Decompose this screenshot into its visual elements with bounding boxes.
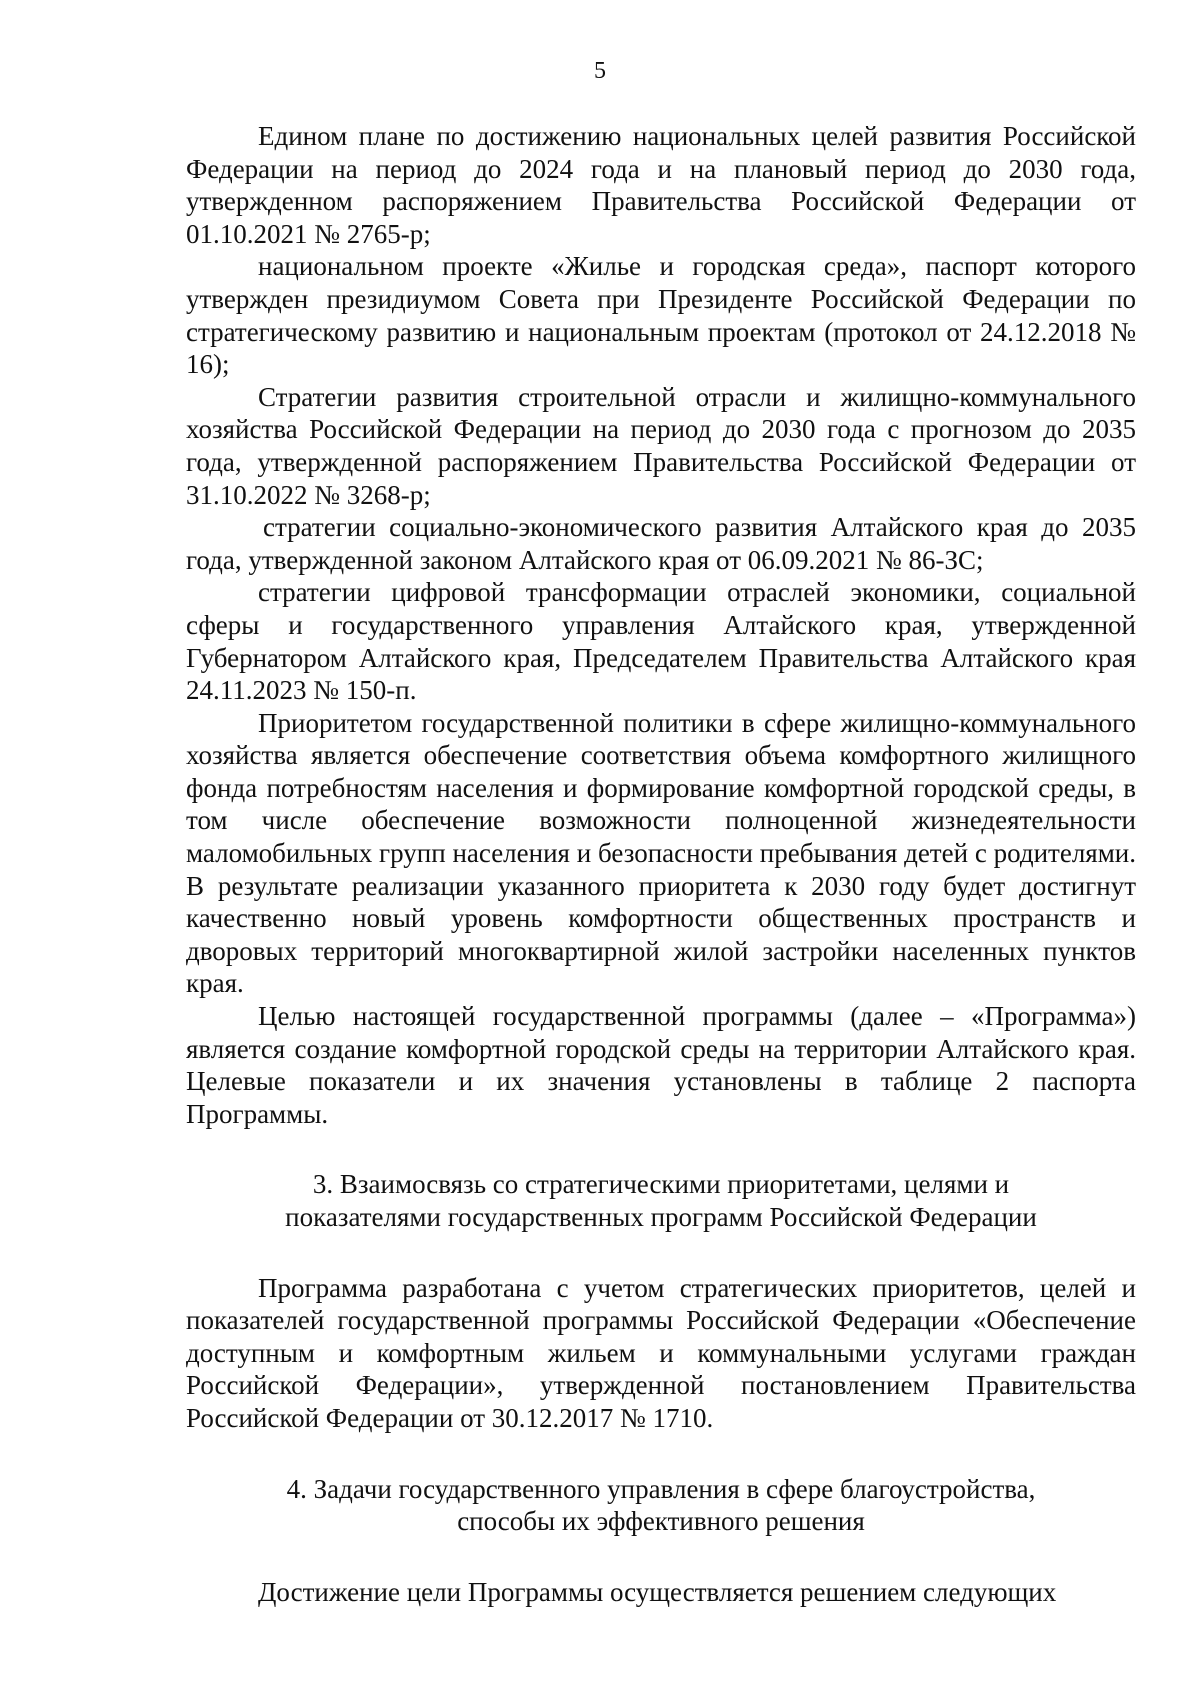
paragraph-digital-strategy: стратегии цифровой трансформации отраслей экономики, социальной сферы и государственного управления Алтайского края, утвержденной Губернатором Алтайского края, Председателем Правительства Алтайского края 24.11.2023 № 150-п. (186, 577, 1136, 706)
paragraph-socioeconomic-strategy: стратегии социально-экономического развития Алтайского края до 2035 года, утвержденной законом Алтайского края от 06.09.2021 № 86-ЗС; (186, 512, 1136, 575)
section-4-heading-line-2: способы их эффективного решения (457, 1506, 865, 1537)
section-3-heading-line-2: показателями государственных программ Российской Федерации (285, 1202, 1037, 1232)
section-4 (186, 1473, 1136, 1609)
section-4-heading-line-1: 4. Задачи государственного управления в сфере благоустройства, (286, 1473, 1036, 1504)
paragraph-program-goal: Целью настоящей государственной программы (далее – «Программа») является создание комфортной городской среды на территории Алтайского края. Целевые показатели и их значения установлены в таблице 2 паспорта Программы. (186, 1001, 1136, 1129)
document-body (186, 120, 1136, 1608)
paragraph-national-project: национальном проекте «Жилье и городская среда», паспорт которого утвержден президиумом Совета при Президенте Российской Федерации по стратегическому развитию и национальным проектам (протокол от 24.12.2018 № 16); (186, 251, 1136, 380)
section-3-paragraph: Программа разработана с учетом стратегических приоритетов, целей и показателей государственной программы Российской Федерации «Обеспечение доступным и комфортным жильем и коммунальными услугами граждан Российской Федерации», утвержденной постановлением Правительства Российской Федерации от 30.12.2017 № 1710. (186, 1272, 1136, 1433)
page-number: 5 (594, 58, 606, 84)
section-3 (186, 1168, 1136, 1434)
paragraph-construction-strategy: Стратегии развития строительной отрасли и жилищно-коммунального хозяйства Российской Федерации на период до 2030 года с прогнозом до 2035 года, утвержденной распоряжением Правительства Российской Федерации от 31.10.2022 № 3268-р; (186, 381, 1136, 510)
section-4-paragraph: Достижение цели Программы осуществляется решением следующих (258, 1576, 1057, 1607)
paragraph-unified-plan: Едином плане по достижению национальных целей развития Российской Федерации на период до 2024 года и на плановый период до 2030 года, утвержденном распоряжением Правительства Российской Федерации от 01.10.2021 № 2765-р; (186, 121, 1136, 249)
section-3-heading-line-1: 3. Взаимосвязь со стратегическими приоритетами, целями и (312, 1169, 1010, 1200)
paragraph-policy-priority: Приоритетом государственной политики в сфере жилищно-коммунального хозяйства является обеспечение соответствия объема комфортного жилищного фонда потребностям населения и формирование комфортной городской среды, в том числе обеспечение возможности полноценной жизнедеятельности маломобильных групп населения и безопасности пребывания детей с родителями. В результате реализации указанного приоритета к 2030 году будет достигнут качественно новый уровень комфортности общественных пространств и дворовых территорий многоквартирной жилой застройки населенных пунктов края. (186, 707, 1136, 999)
